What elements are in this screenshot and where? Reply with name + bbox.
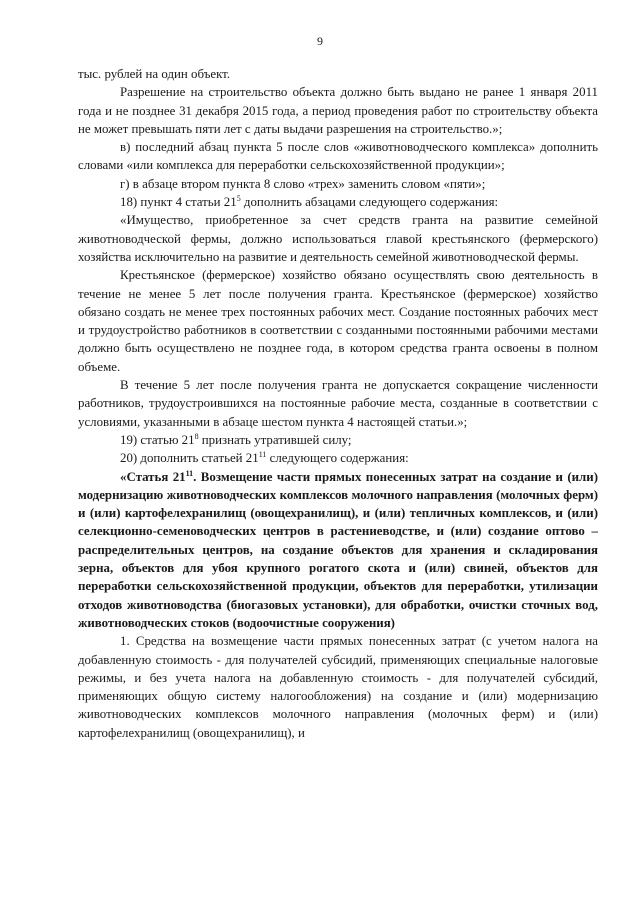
text-run: в) последний абзац пункта 5 после слов «животноводческого комплекса» дополнить словами «или комплекса для переработки сельскохозяйственной продукции»; bbox=[78, 140, 598, 173]
paragraph bbox=[78, 175, 598, 193]
text-run: г) в абзаце втором пункта 8 слово «трех» заменить словом «пяти»; bbox=[120, 176, 486, 191]
superscript: 11 bbox=[185, 468, 194, 478]
text-run: Крестьянское (фермерское) хозяйство обязано осуществлять свою деятельность в течение не менее 5 лет после получения гранта. Крестьянское (фермерское) хозяйство обязано создать не менее трех постоянных рабочих мест. Создание постоянных рабочих мест и трудоустройство работников в соответствии с созданными постоянными рабочими местами должно быть осуществлено не позднее года, в котором средства гранта освоены в полном объеме. bbox=[78, 268, 598, 374]
superscript: 5 bbox=[236, 194, 241, 204]
article-heading bbox=[78, 468, 598, 633]
superscript: 11 bbox=[258, 450, 267, 460]
text-run: дополнить абзацами следующего содержания: bbox=[240, 195, 499, 210]
text-run: . Возмещение части прямых понесенных затрат на создание и (или) модернизацию животноводческих комплексов молочного направления (молочных ферм) и (или) картофелехранилищ (овощехранилищ), и (или) тепличных комплексов, и (или) селекционно-семеноводческих центров в растениеводстве, и (или) создание оптово – распределительных центров, на создание объектов для хранения и складирования зерна, объектов для убоя крупного рогатого скота и (или) свиней, объектов для переработки сельскохозяйственной продукции, объектов для переработки, утилизации отходов животноводства (биогазовых установки), для обработки, очистки сточных вод, животноводческих стоков (водоочистные сооружения) bbox=[78, 469, 599, 630]
paragraph bbox=[78, 138, 598, 175]
text-run: следующего содержания: bbox=[266, 451, 409, 466]
paragraph bbox=[78, 431, 598, 449]
paragraph bbox=[78, 83, 598, 138]
paragraph bbox=[78, 211, 598, 266]
paragraph bbox=[78, 632, 598, 742]
paragraph bbox=[78, 376, 598, 431]
page-number: 9 bbox=[317, 34, 323, 48]
text-run: «Статья 21 bbox=[120, 469, 186, 484]
text-run: 20) дополнить статьей 21 bbox=[120, 451, 259, 466]
paragraph bbox=[78, 266, 598, 376]
text-run: «Имущество, приобретенное за счет средств гранта на развитие семейной животноводческой фермы, должно использоваться главой крестьянского (фермерского) хозяйства исключительно на развитие и деятельность семейной животноводческой фермы. bbox=[78, 213, 598, 264]
paragraph bbox=[78, 65, 598, 83]
paragraph bbox=[78, 449, 598, 467]
text-run: Разрешение на строительство объекта должно быть выдано не ранее 1 января 2011 года и не позднее 31 декабря 2015 года, а период проведения работ по строительству объекта не может превышать пяти лет с даты выдачи разрешения на строительство.»; bbox=[78, 85, 598, 136]
text-run: тыс. рублей на один объект. bbox=[78, 67, 231, 81]
text-run: 19) статью 21 bbox=[120, 432, 195, 447]
paragraph bbox=[78, 193, 598, 211]
text-run: 18) пункт 4 статьи 21 bbox=[120, 195, 237, 210]
text-run: В течение 5 лет после получения гранта не допускается сокращение численности работников, трудоустроившихся на постоянные рабочие места, созданные в соответствии с условиями, указанными в абзаце шестом пункта 4 настоящей статьи.»; bbox=[78, 378, 598, 429]
text-run: 1. Средства на возмещение части прямых понесенных затрат (с учетом налога на добавленную стоимость - для получателей субсидий, применяющих специальные налоговые режимы, и без учета налога на добавленную стоимость - для получателей субсидий, применяющих общую систему налогообложения) на создание и (или) модернизацию животноводческих комплексов молочного направления (молочных ферм) и (или) картофелехранилищ (овощехранилищ), и bbox=[78, 634, 598, 740]
superscript: 8 bbox=[194, 431, 199, 441]
document-body bbox=[78, 65, 598, 742]
text-run: признать утратившей силу; bbox=[198, 432, 352, 447]
